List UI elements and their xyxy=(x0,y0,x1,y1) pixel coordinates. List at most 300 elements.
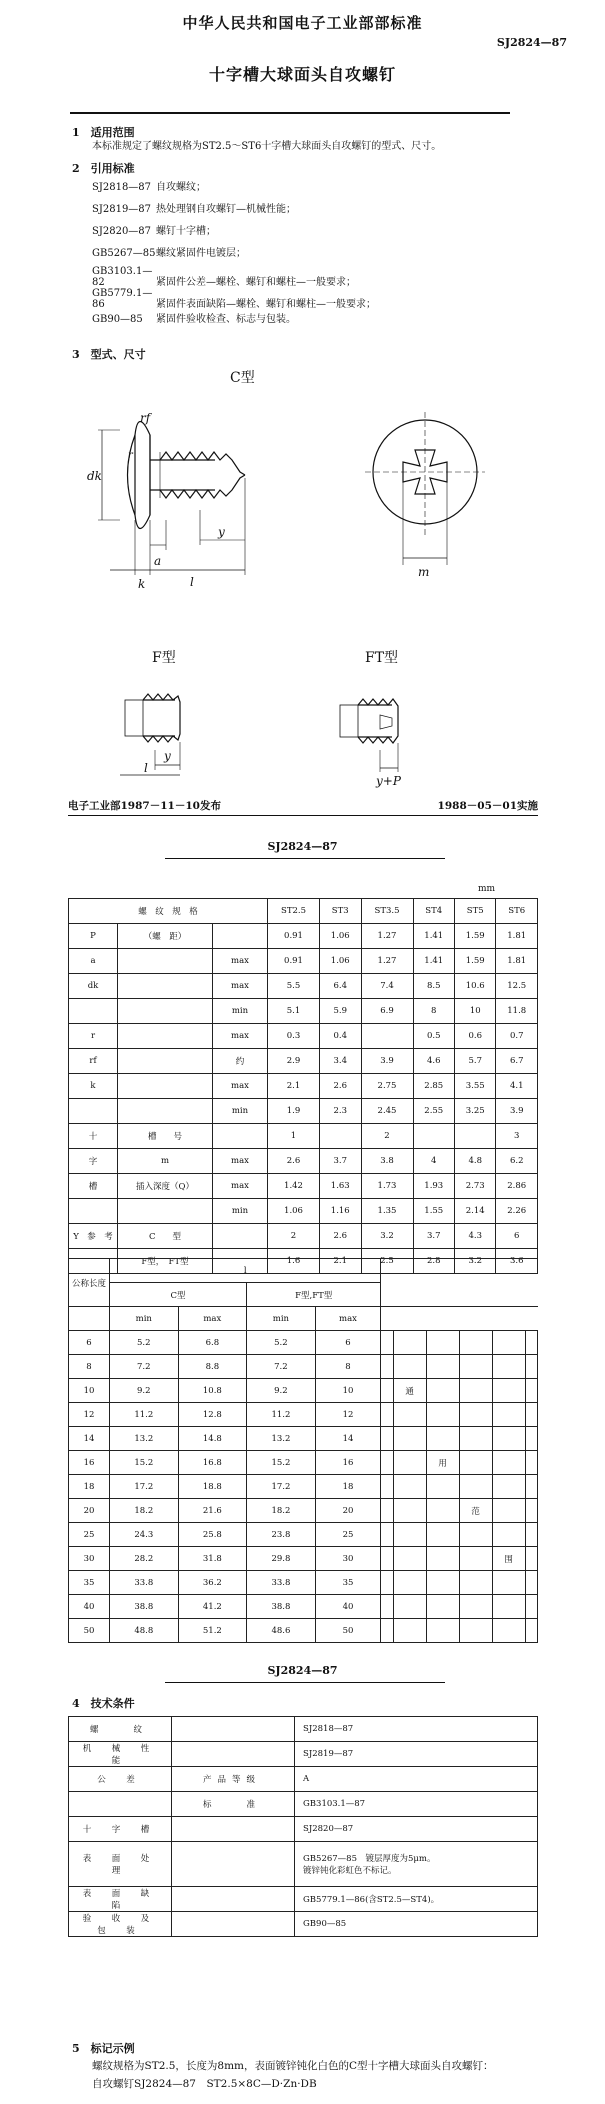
table-cell: 2.73 xyxy=(455,1174,496,1199)
range-cell xyxy=(492,1619,525,1643)
table-row xyxy=(69,1024,538,1049)
nominal-length-header: 公称长度 xyxy=(69,1259,110,1307)
table-cell: 6.9 xyxy=(361,999,413,1024)
r-label: r xyxy=(128,450,133,461)
table-cell: 1.16 xyxy=(320,1199,361,1224)
reference-text: 紧固件验收检查、标志与包装。 xyxy=(156,314,296,325)
table-cell: 4.8 xyxy=(455,1149,496,1174)
range-cell xyxy=(426,1427,459,1451)
row-label: max xyxy=(213,1074,268,1099)
table-cell: 48.6 xyxy=(247,1619,316,1643)
row-label: 约 xyxy=(213,1049,268,1074)
table-cell: 11.8 xyxy=(496,999,538,1024)
table-row xyxy=(69,1523,538,1547)
f-type-header: F型,FT型 xyxy=(247,1283,381,1307)
table-cell: 3.7 xyxy=(413,1224,454,1249)
row-label: max xyxy=(213,1174,268,1199)
table-cell: 30 xyxy=(69,1547,110,1571)
condition-value: GB5779.1—86(含ST2.5—ST4)。 xyxy=(295,1887,538,1912)
document-title: 十字槽大球面头自攻螺钉 xyxy=(208,65,396,84)
range-cell xyxy=(426,1331,459,1355)
range-cell xyxy=(393,1331,426,1355)
size-header: ST3 xyxy=(320,899,361,924)
row-label xyxy=(213,1124,268,1149)
table-row xyxy=(69,1499,538,1523)
length-table: 公称长度 l C型 F型,FT型 min max min max 6 5.2 6.8 5.2 6 8 7.2 8.8 7.2 8 10 9.2 10.8 9.2 10 通 12 11.2 12.8 11.2 12 14 13.2 14.8 13.2 14 16 15.2 16.8 15.2 16 用 18 17.2 18.8 17.2 18 20 18.2 21.6 18.2 20 范 25 24.3 25.8 23.8 25 30 28.2 31.8 29.8 30 围 35 33.8 36.2 33.8 35 40 38.8 41.2 38.8 40 50 48.8 51.2 48.6 50 xyxy=(68,1258,538,1643)
section-5-heading: 5 标记示例 xyxy=(72,2042,135,2055)
row-label xyxy=(213,924,268,949)
range-cell xyxy=(459,1331,492,1355)
table-cell: 7.4 xyxy=(361,974,413,999)
range-cell xyxy=(525,1619,537,1643)
table-cell: 0.3 xyxy=(268,1024,320,1049)
unit-label: mm xyxy=(478,884,496,894)
table-cell: 33.8 xyxy=(247,1571,316,1595)
table-cell: 12.8 xyxy=(178,1403,247,1427)
table-cell: 10 xyxy=(69,1379,110,1403)
publication-bar xyxy=(68,798,538,814)
table-cell: 1.59 xyxy=(455,949,496,974)
row-label xyxy=(69,999,118,1024)
row-label xyxy=(118,949,213,974)
table-cell: 12.5 xyxy=(496,974,538,999)
condition-label: 螺 纹 xyxy=(69,1717,172,1742)
table-cell: 14 xyxy=(69,1427,110,1451)
table-cell: 8 xyxy=(413,999,454,1024)
reference-code: GB5267—85 xyxy=(92,248,156,259)
range-cell xyxy=(459,1571,492,1595)
reference-text: 螺纹紧固件电镀层； xyxy=(156,248,246,259)
range-cell xyxy=(426,1475,459,1499)
table-cell: 6 xyxy=(315,1331,381,1355)
table-cell: 1.27 xyxy=(361,949,413,974)
table-row xyxy=(69,1451,538,1475)
table-cell: 5.1 xyxy=(268,999,320,1024)
table-cell: 2.45 xyxy=(361,1099,413,1124)
range-cell xyxy=(492,1403,525,1427)
table-cell: 14 xyxy=(315,1427,381,1451)
condition-label: 机 械 性 能 xyxy=(69,1742,172,1767)
range-cell xyxy=(381,1475,393,1499)
range-cell xyxy=(381,1355,393,1379)
table-cell: 7.2 xyxy=(110,1355,179,1379)
table-cell: 4.6 xyxy=(413,1049,454,1074)
m-label: m xyxy=(418,565,430,579)
table-cell: 2.55 xyxy=(413,1099,454,1124)
dimension-table xyxy=(68,898,538,1274)
row-label: min xyxy=(213,1199,268,1224)
condition-label: 表 面 处 理 xyxy=(69,1842,172,1887)
range-cell xyxy=(381,1499,393,1523)
row-label xyxy=(118,1074,213,1099)
range-mark: 用 xyxy=(426,1451,459,1475)
table-cell: 1.06 xyxy=(320,924,361,949)
table-row xyxy=(69,1403,538,1427)
row-label: max xyxy=(213,974,268,999)
range-cell xyxy=(525,1331,537,1355)
y-label: y xyxy=(218,525,225,539)
table-cell: 10.8 xyxy=(178,1379,247,1403)
range-cell xyxy=(393,1523,426,1547)
range-cell xyxy=(459,1595,492,1619)
range-cell xyxy=(459,1475,492,1499)
table-cell: 2.6 xyxy=(320,1074,361,1099)
f-l-label: l xyxy=(144,761,148,775)
table-cell: 6.8 xyxy=(178,1331,247,1355)
condition-label: 表 面 缺 陷 xyxy=(69,1887,172,1912)
table-cell: 16 xyxy=(69,1451,110,1475)
row-label: max xyxy=(213,1149,268,1174)
table-cell: 0.6 xyxy=(455,1024,496,1049)
range-mark: 围 xyxy=(492,1547,525,1571)
table-cell: 8.8 xyxy=(178,1355,247,1379)
table-cell: 2.26 xyxy=(496,1199,538,1224)
table-cell: 35 xyxy=(315,1571,381,1595)
reference-code: GB90—85 xyxy=(92,314,143,325)
range-cell xyxy=(492,1595,525,1619)
table-row xyxy=(69,1742,538,1767)
condition-label: 十 字 槽 xyxy=(69,1817,172,1842)
row-label xyxy=(118,974,213,999)
range-cell xyxy=(393,1451,426,1475)
table-cell: 3.25 xyxy=(455,1099,496,1124)
table-cell: 11.2 xyxy=(247,1403,316,1427)
range-cell xyxy=(381,1451,393,1475)
table-cell: 11.2 xyxy=(110,1403,179,1427)
condition-sublabel xyxy=(172,1817,295,1842)
reference-text: 自攻螺纹； xyxy=(156,182,206,193)
row-label: 槽 号 xyxy=(118,1124,213,1149)
table-cell: 21.6 xyxy=(178,1499,247,1523)
table-cell: 2.86 xyxy=(496,1174,538,1199)
row-label xyxy=(118,1199,213,1224)
table-cell: 20 xyxy=(69,1499,110,1523)
table-row xyxy=(69,1099,538,1124)
table-cell: 16.8 xyxy=(178,1451,247,1475)
row-label: min xyxy=(213,999,268,1024)
reference-code: SJ2819—87 xyxy=(92,204,152,215)
table-cell: 1.9 xyxy=(268,1099,320,1124)
condition-sublabel xyxy=(172,1842,295,1887)
row-label xyxy=(69,1199,118,1224)
range-cell xyxy=(426,1523,459,1547)
row-label: F型， FT型 xyxy=(118,1249,213,1274)
range-cell xyxy=(492,1499,525,1523)
reference-code: GB5779.1—86 xyxy=(92,288,153,310)
table-cell: 5.2 xyxy=(247,1331,316,1355)
reference-code: GB3103.1—82 xyxy=(92,266,153,288)
table-row xyxy=(69,1792,538,1817)
marking-example-1: 螺纹规格为ST2.5，长度为8mm，表面镀锌钝化白色的C型十字槽大球面头自攻螺钉： xyxy=(92,2060,494,2072)
row-label xyxy=(213,1224,268,1249)
table-cell: 31.8 xyxy=(178,1547,247,1571)
range-cell xyxy=(381,1331,393,1355)
range-cell xyxy=(525,1547,537,1571)
table-row xyxy=(69,1124,538,1149)
table-cell: 1 xyxy=(268,1124,320,1149)
range-cell xyxy=(426,1571,459,1595)
table-cell: 3.8 xyxy=(361,1149,413,1174)
table-row xyxy=(69,1571,538,1595)
table-cell: 7.2 xyxy=(247,1355,316,1379)
table-row xyxy=(69,1767,538,1792)
table-row xyxy=(69,1379,538,1403)
row-label xyxy=(118,999,213,1024)
table-row xyxy=(69,1427,538,1451)
f-y-label: y xyxy=(164,749,171,763)
range-cell xyxy=(381,1403,393,1427)
condition-value: GB5267—85 镀层厚度为5μm。 镀锌钝化彩虹色不标记。 xyxy=(295,1842,538,1887)
range-cell xyxy=(492,1331,525,1355)
size-header: ST2.5 xyxy=(268,899,320,924)
table-cell: 38.8 xyxy=(110,1595,179,1619)
condition-value: GB3103.1—87 xyxy=(295,1792,538,1817)
table-cell: 2.1 xyxy=(268,1074,320,1099)
range-cell xyxy=(525,1595,537,1619)
technical-conditions-table xyxy=(68,1716,538,1937)
table-cell: 0.91 xyxy=(268,924,320,949)
range-cell xyxy=(459,1523,492,1547)
table-cell: 0.5 xyxy=(413,1024,454,1049)
table-cell: 25 xyxy=(69,1523,110,1547)
table-cell: 1.06 xyxy=(268,1199,320,1224)
table-row xyxy=(69,1595,538,1619)
range-cell xyxy=(459,1403,492,1427)
table-row xyxy=(69,1049,538,1074)
reference-item xyxy=(92,310,296,325)
k-label: k xyxy=(138,577,146,591)
condition-sublabel: 产品等级 xyxy=(172,1767,295,1792)
table-cell: 6.7 xyxy=(496,1049,538,1074)
table-cell: 1.59 xyxy=(455,924,496,949)
table-cell: 12 xyxy=(315,1403,381,1427)
ft-type-label: FT型 xyxy=(365,650,399,666)
range-cell xyxy=(492,1379,525,1403)
table-cell: 10.6 xyxy=(455,974,496,999)
table-cell: 5.7 xyxy=(455,1049,496,1074)
row-label: 十 xyxy=(69,1124,118,1149)
c-type-head xyxy=(135,422,150,529)
reference-item xyxy=(92,200,296,215)
table-cell: 10 xyxy=(455,999,496,1024)
table-cell: 2.8 xyxy=(413,1249,454,1274)
row-label: P xyxy=(69,924,118,949)
table-cell: 18 xyxy=(69,1475,110,1499)
range-cell xyxy=(393,1355,426,1379)
table-cell: 48.8 xyxy=(110,1619,179,1643)
table-cell: 13.2 xyxy=(110,1427,179,1451)
condition-sublabel xyxy=(172,1742,295,1767)
reference-item xyxy=(92,266,356,288)
table-cell: 2.6 xyxy=(320,1224,361,1249)
table-row xyxy=(69,1547,538,1571)
range-cell xyxy=(492,1355,525,1379)
table-row xyxy=(69,924,538,949)
range-cell xyxy=(426,1547,459,1571)
table-row xyxy=(69,1149,538,1174)
table-row xyxy=(69,1717,538,1742)
effective-date: 1988－05－01实施 xyxy=(437,800,538,812)
condition-value: GB90—85 xyxy=(295,1912,538,1937)
table-cell: 5.2 xyxy=(110,1331,179,1355)
range-cell xyxy=(426,1619,459,1643)
table-cell: 2.14 xyxy=(455,1199,496,1224)
table-cell: 25.8 xyxy=(178,1523,247,1547)
table-cell: 1.41 xyxy=(413,949,454,974)
table-cell: 51.2 xyxy=(178,1619,247,1643)
table-cell: 16 xyxy=(315,1451,381,1475)
range-cell xyxy=(525,1475,537,1499)
spec-header: 螺 纹 规 格 xyxy=(69,899,268,924)
table-cell: 2.85 xyxy=(413,1074,454,1099)
range-cell xyxy=(393,1595,426,1619)
table-cell: 1.27 xyxy=(361,924,413,949)
table-cell: 6 xyxy=(69,1331,110,1355)
table-cell: 38.8 xyxy=(247,1595,316,1619)
table-cell: 8.5 xyxy=(413,974,454,999)
range-cell xyxy=(459,1379,492,1403)
c-type-header: C型 xyxy=(110,1283,247,1307)
reference-text: 螺钉十字槽； xyxy=(156,226,216,237)
reference-text: 热处理钢自攻螺钉—机械性能； xyxy=(156,204,296,215)
row-label: a xyxy=(69,949,118,974)
range-cell xyxy=(492,1427,525,1451)
page-3-rule xyxy=(165,1682,445,1683)
range-cell xyxy=(459,1427,492,1451)
range-cell xyxy=(459,1451,492,1475)
table-cell: 1.81 xyxy=(496,924,538,949)
table-cell: 4.3 xyxy=(455,1224,496,1249)
table-cell: 3.55 xyxy=(455,1074,496,1099)
table-cell: 2 xyxy=(361,1124,413,1149)
table-cell: 50 xyxy=(315,1619,381,1643)
table-row xyxy=(69,1199,538,1224)
table-cell: 3.7 xyxy=(320,1149,361,1174)
range-cell xyxy=(492,1523,525,1547)
section-3-heading: 3 型式、尺寸 xyxy=(72,348,146,361)
l-group-header: l xyxy=(110,1259,381,1283)
range-cell xyxy=(381,1547,393,1571)
range-cell xyxy=(393,1403,426,1427)
row-label xyxy=(118,1049,213,1074)
yp-label: y+P xyxy=(376,774,401,788)
table-cell xyxy=(320,1124,361,1149)
section-2-heading: 2 引用标准 xyxy=(72,162,135,175)
range-cell xyxy=(393,1475,426,1499)
standard-code: SJ2824—87 xyxy=(496,36,567,49)
table-cell: 40 xyxy=(315,1595,381,1619)
table-row xyxy=(69,1224,538,1249)
table-cell: 3 xyxy=(496,1124,538,1149)
condition-sublabel xyxy=(172,1717,295,1742)
size-header: ST3.5 xyxy=(361,899,413,924)
condition-value: SJ2820—87 xyxy=(295,1817,538,1842)
table-cell: 2 xyxy=(268,1224,320,1249)
dk-label: dk xyxy=(87,469,102,483)
range-cell xyxy=(525,1499,537,1523)
range-cell xyxy=(381,1595,393,1619)
publish-date: 电子工业部1987－11－10发布 xyxy=(68,800,221,812)
table-cell: 17.2 xyxy=(247,1475,316,1499)
table-cell: 3.4 xyxy=(320,1049,361,1074)
condition-value: SJ2819—87 xyxy=(295,1742,538,1767)
page-2-rule xyxy=(165,858,445,859)
range-cell xyxy=(459,1355,492,1379)
table-cell: 15.2 xyxy=(110,1451,179,1475)
table-cell: 24.3 xyxy=(110,1523,179,1547)
row-label: （螺 距） xyxy=(118,924,213,949)
range-cell xyxy=(426,1403,459,1427)
table-cell: 1.06 xyxy=(320,949,361,974)
table-row xyxy=(69,1842,538,1887)
screw-drawing xyxy=(80,360,540,788)
reference-item xyxy=(92,178,206,193)
table-cell: 5.9 xyxy=(320,999,361,1024)
table-cell: 2.75 xyxy=(361,1074,413,1099)
a-label: a xyxy=(154,554,162,568)
row-label: r xyxy=(69,1024,118,1049)
range-cell xyxy=(393,1619,426,1643)
range-cell xyxy=(393,1571,426,1595)
table-row xyxy=(69,999,538,1024)
table-cell: 2.6 xyxy=(268,1149,320,1174)
table-cell: 0.7 xyxy=(496,1024,538,1049)
table-row xyxy=(69,1174,538,1199)
range-cell xyxy=(426,1595,459,1619)
org-title: 中华人民共和国电子工业部部标准 xyxy=(182,14,423,32)
table-cell: 28.2 xyxy=(110,1547,179,1571)
size-header: ST6 xyxy=(496,899,538,924)
table-cell: 9.2 xyxy=(110,1379,179,1403)
table-cell: 3.6 xyxy=(496,1249,538,1274)
table-cell: 41.2 xyxy=(178,1595,247,1619)
table-row xyxy=(69,1074,538,1099)
l-label: l xyxy=(190,575,194,589)
table-cell: 18.2 xyxy=(247,1499,316,1523)
range-mark: 通 xyxy=(393,1379,426,1403)
table-cell: 1.35 xyxy=(361,1199,413,1224)
header-rule xyxy=(70,112,510,114)
size-header: ST5 xyxy=(455,899,496,924)
condition-value: A xyxy=(295,1767,538,1792)
row-label: Y 参 考 xyxy=(69,1224,118,1249)
range-cell xyxy=(459,1547,492,1571)
row-label: min xyxy=(213,1099,268,1124)
table-cell: 17.2 xyxy=(110,1475,179,1499)
table-cell: 50 xyxy=(69,1619,110,1643)
row-label: rf xyxy=(69,1049,118,1074)
range-cell xyxy=(426,1499,459,1523)
table-cell: 8 xyxy=(69,1355,110,1379)
table-cell: 20 xyxy=(315,1499,381,1523)
page-2-code: SJ2824—87 xyxy=(267,840,338,853)
table-cell: 6.4 xyxy=(320,974,361,999)
range-cell xyxy=(525,1355,537,1379)
condition-label: 验 收 及 包 装 xyxy=(69,1912,172,1937)
range-cell xyxy=(459,1619,492,1643)
pub-rule xyxy=(68,815,538,816)
table-cell: 1.42 xyxy=(268,1174,320,1199)
range-cell xyxy=(381,1379,393,1403)
table-cell xyxy=(361,1024,413,1049)
table-cell: 13.2 xyxy=(247,1427,316,1451)
table-row xyxy=(69,1619,538,1643)
row-label: m xyxy=(118,1149,213,1174)
row-label: max xyxy=(213,1024,268,1049)
table-cell: 1.41 xyxy=(413,924,454,949)
condition-sublabel xyxy=(172,1887,295,1912)
table-row xyxy=(69,1912,538,1937)
